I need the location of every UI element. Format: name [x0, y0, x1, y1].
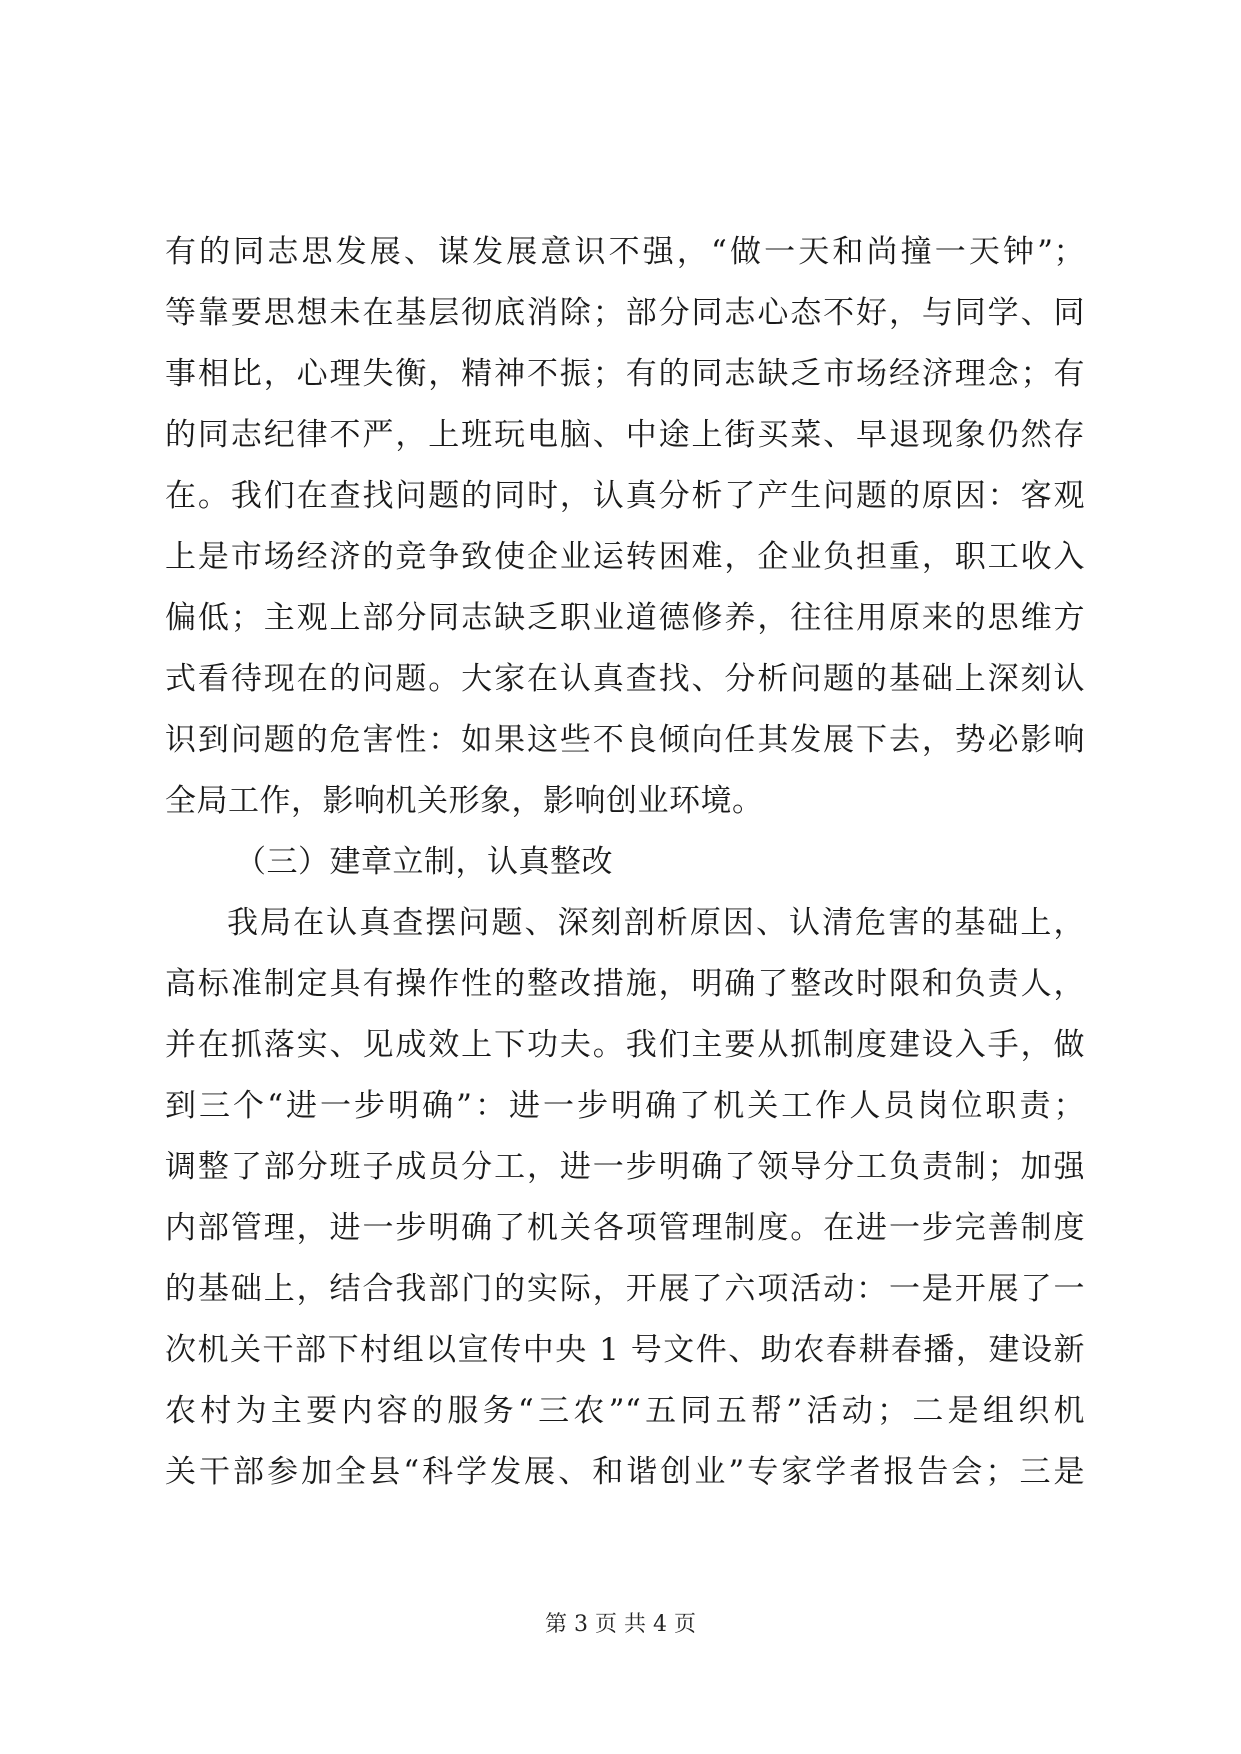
paragraph-line: 有的同志思发展、谋发展意识不强，“做一天和尚撞一天钟”；	[165, 234, 1085, 270]
paragraph-line: 并在抓落实、见成效上下功夫。我们主要从抓制度建设入手，做	[165, 1027, 1085, 1063]
paragraph-line: 等靠要思想未在基层彻底消除；部分同志心态不好，与同学、同	[165, 295, 1085, 331]
paragraph-line: 全局工作，影响机关形象，影响创业环境。	[165, 783, 764, 819]
paragraph-line: 的同志纪律不严，上班玩电脑、中途上街买菜、早退现象仍然存	[165, 417, 1085, 453]
paragraph-line: 调整了部分班子成员分工，进一步明确了领导分工负责制；加强	[165, 1149, 1085, 1185]
paragraph-line: 次机关干部下村组以宣传中央 1 号文件、助农春耕春播，建设新	[165, 1332, 1085, 1368]
paragraph-line: 识到问题的危害性：如果这些不良倾向任其发展下去，势必影响	[165, 722, 1085, 758]
paragraph-line: 式看待现在的问题。大家在认真查找、分析问题的基础上深刻认	[165, 661, 1085, 697]
paragraph-line: 上是市场经济的竞争致使企业运转困难，企业负担重，职工收入	[165, 539, 1085, 575]
paragraph-line: 在。我们在查找问题的同时，认真分析了产生问题的原因：客观	[165, 478, 1085, 514]
paragraph-line: 内部管理，进一步明确了机关各项管理制度。在进一步完善制度	[165, 1210, 1085, 1246]
paragraph-line: 偏低；主观上部分同志缺乏职业道德修养，往往用原来的思维方	[165, 600, 1085, 636]
paragraph-line: 到三个“进一步明确”：进一步明确了机关工作人员岗位职责；	[165, 1088, 1085, 1124]
paragraph-line: 农村为主要内容的服务“三农”“五同五帮”活动；二是组织机	[165, 1393, 1085, 1429]
page-number-footer: 第 3 页 共 4 页	[545, 1612, 696, 1637]
paragraph-line: 我局在认真查摆问题、深刻剖析原因、认清危害的基础上，	[227, 905, 1085, 941]
section-heading: （三）建章立制，认真整改	[235, 844, 613, 880]
paragraph-line: 高标准制定具有操作性的整改措施，明确了整改时限和负责人，	[165, 966, 1085, 1002]
paragraph-line: 关干部参加全县“科学发展、和谐创业”专家学者报告会；三是	[165, 1454, 1085, 1490]
paragraph-line: 的基础上，结合我部门的实际，开展了六项活动：一是开展了一	[165, 1271, 1085, 1307]
body-text	[165, 232, 1085, 1513]
paragraph-line: 事相比，心理失衡，精神不振；有的同志缺乏市场经济理念；有	[165, 356, 1085, 392]
